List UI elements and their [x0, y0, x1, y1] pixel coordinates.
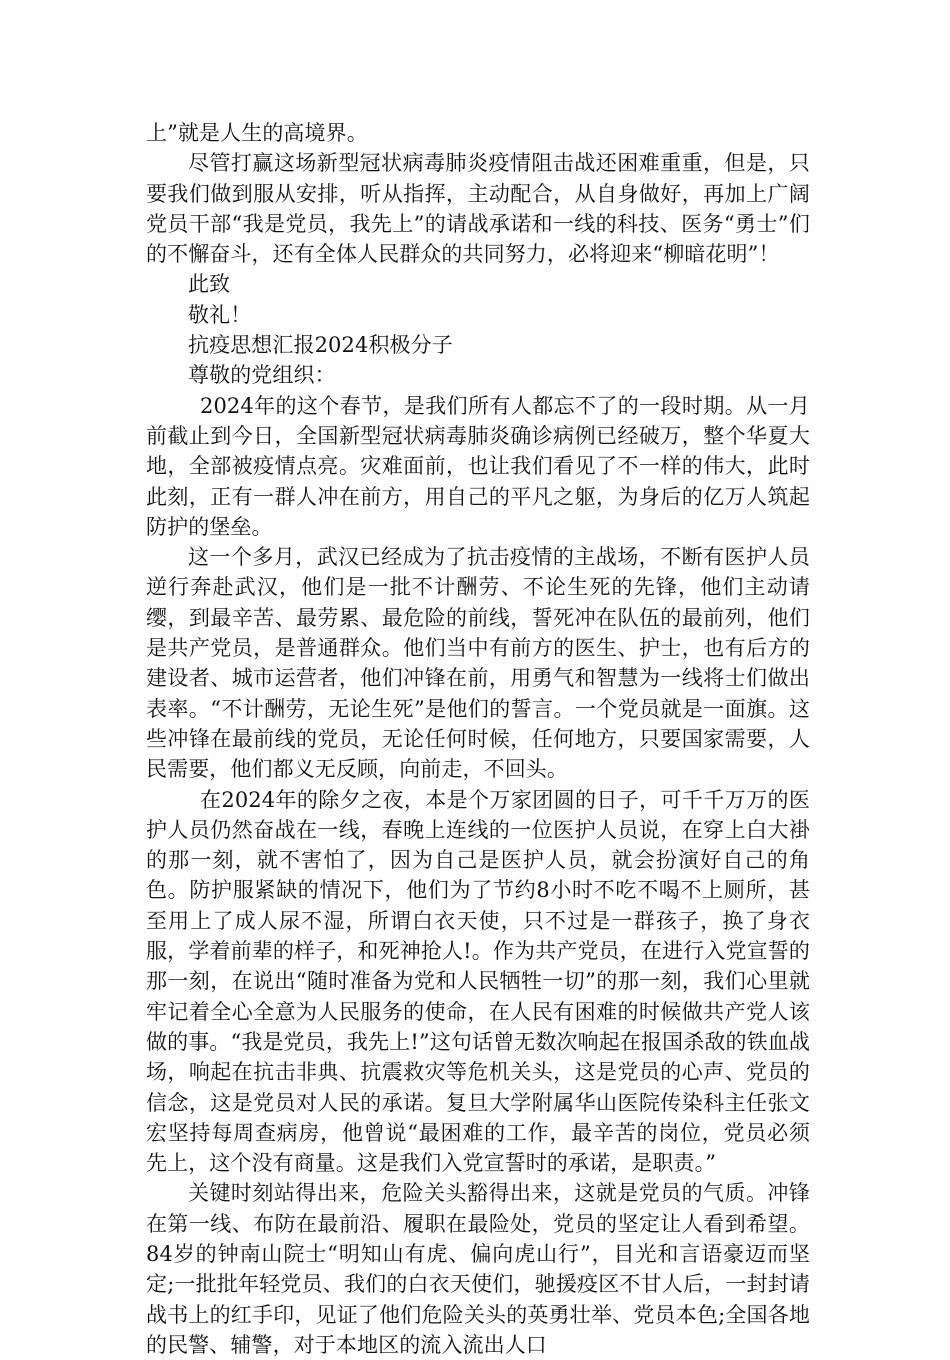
paragraph-continuation: 上”就是人生的高境界。: [146, 121, 368, 145]
paragraph-conclusion: 尽管打赢这场新型冠状病毒肺炎疫情阻击战还困难重重，但是，只要我们做到服从安排，听从指挥，主动配合，从自身做好，再加上广阔党员干部“我是党员，我先上”的请战承诺和一线的科技、医务“勇士”们的不懈奋斗，还有全体人民群众的共同努力，必将迎来“柳暗花明”！: [146, 151, 810, 267]
closing-salutation: 此致: [188, 272, 231, 297]
section-title: 抗疫思想汇报2024积极分子: [188, 333, 453, 358]
paragraph-new-year-eve: 在2024年的除夕之夜，本是个万家团圆的日子，可千千万万的医护人员仍然奋战在一线，春晚上连线的一位医护人员说，在穿上白大褂的那一刻，就不害怕了，因为自己是医护人员，就会扮演好自己的角色。防护服紧缺的情况下，他们为了节约8小时不吃不喝不上厕所，甚至用上了成人尿不湿，所谓白衣天使，只不过是一群孩子，换了身衣服，学着前辈的样子，和死神抢人!。作为共产党员，在进行入党宣誓的那一刻，在说出“随时准备为党和人民牺牲一切”的那一刻，我们心里就牢记着全心全意为人民服务的使命，在人民有困难的时候做共产党人该做的事。“我是党员，我先上!”这句话曾无数次响起在报国杀敌的铁血战场，响起在抗击非典、抗震救灾等危机关头，这是党员的心声、党员的信念，这是党员对人民的承诺。复旦大学附属华山医院传染科主任张文宏坚持每周查病房，他曾说“最困难的工作，最辛苦的岗位，党员必须先上，这个没有商量。这是我们入党宣誓时的承诺，是职责。”: [146, 787, 810, 1176]
paragraph-spring-festival: 2024年的这个春节，是我们所有人都忘不了的一段时期。从一月前截止到今日，全国新型冠状病毒肺炎确诊病例已经破万，整个华夏大地，全部被疫情点亮。灾难面前，也让我们看见了不一样的伟大，此时此刻，正有一群人冲在前方，用自己的平凡之躯，为身后的亿万人筑起防护的堡垒。: [146, 393, 810, 539]
paragraph-critical-moment: 关键时刻站得出来，危险关头豁得出来，这就是党员的气质。冲锋在第一线、布防在最前沿、履职在最险处，党员的坚定让人看到希望。84岁的钟南山院士“明知山有虎、偏向虎山行”，目光和言语豪迈而坚定;一批批年轻党员、我们的白衣天使们，驰援疫区不甘人后，一封封请战书上的红手印，见证了他们危险关头的英勇壮举、党员本色;全国各地的民警、辅警，对于本地区的流入流出人口: [146, 1181, 810, 1357]
document-body: [146, 118, 810, 1360]
paragraph-wuhan: 这一个多月，武汉已经成为了抗击疫情的主战场，不断有医护人员逆行奔赴武汉，他们是一批不计酬劳、不论生死的先锋，他们主动请缨，到最辛苦、最劳累、最危险的前线，誓死冲在队伍的最前列，他们是共产党员，是普通群众。他们当中有前方的医生、护士，也有后方的建设者、城市运营者，他们冲锋在前，用勇气和智慧为一线将士们做出表率。“不计酬劳，无论生死”是他们的誓言。一个党员就是一面旗。这些冲锋在最前线的党员，无论任何时候，任何地方，只要国家需要，人民需要，他们都义无反顾，向前走，不回头。: [146, 545, 810, 782]
closing-regards: 敬礼！: [188, 302, 252, 327]
greeting: 尊敬的党组织：: [188, 363, 336, 388]
